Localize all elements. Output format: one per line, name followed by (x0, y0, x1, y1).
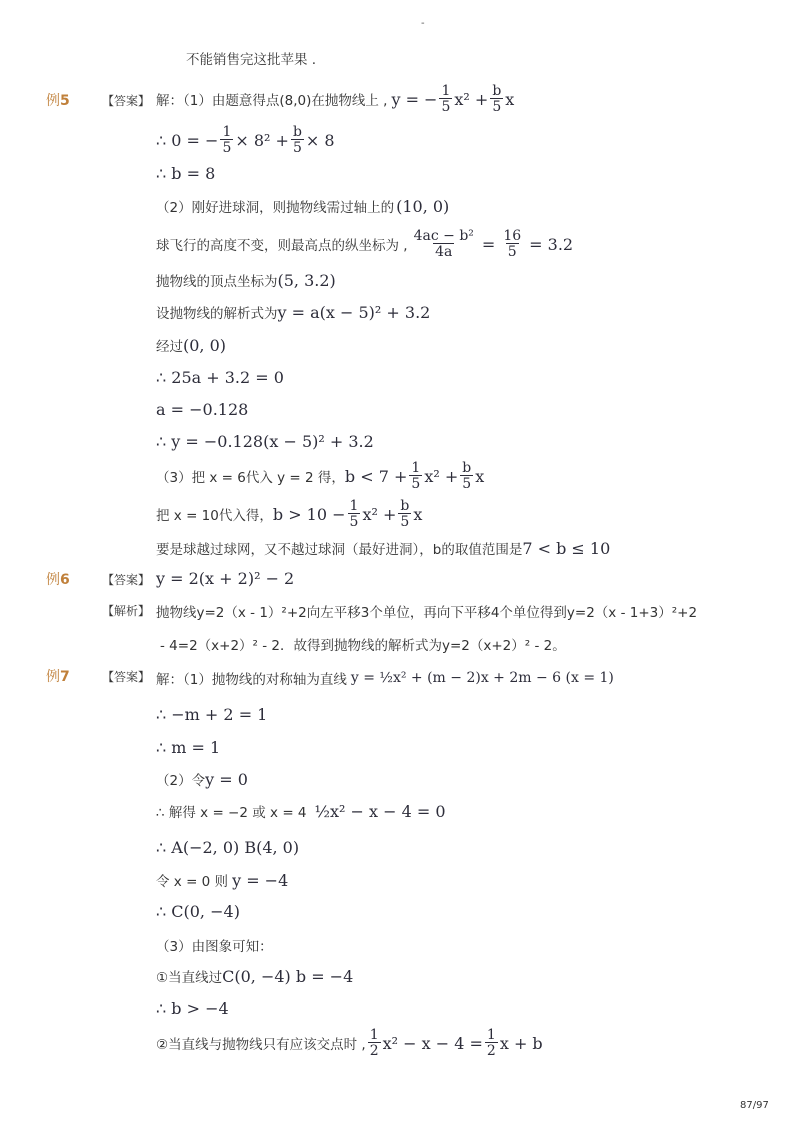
ex7-line-7: 令 x = 0 则 y = −4 (156, 870, 289, 890)
header-dash: - (421, 18, 425, 29)
top-line: 不能销售完这批苹果 . (186, 52, 317, 68)
answer-tag: 【答案】 (102, 670, 151, 684)
example-7-label: 例7 (46, 669, 70, 685)
ex5-line-3: ∴ b = 8 (156, 164, 216, 183)
ex7-line-6: ∴ A(−2, 0) B(4, 0) (156, 838, 300, 857)
ex7-line-11: ∴ b > −4 (156, 999, 229, 1018)
ex7-line-12: ②当直线与抛物线只有应该交点时 , $\frac{1}{2}$ x² − x − 4 = $\frac{1}{2}$ x + b (156, 1027, 543, 1059)
ex6-answer: y = 2(x + 2)² − 2 (156, 569, 295, 588)
ex7-line-8: ∴ C(0, −4) (156, 902, 240, 921)
ex7-line-1: 解：（1）抛物线的对称轴为直线 y = ½x² + (m − 2)x + 2m − 6 (x = 1) (156, 670, 614, 688)
ex7-line-5: ∴ 解得 x = −2 或 x = 4 ½x² − x − 4 = 0 (156, 801, 446, 821)
ex5-line-4: （2）刚好进球洞，则抛物线需过轴上的 (10, 0) (156, 196, 450, 216)
analysis-tag: 【解析】 (102, 604, 151, 618)
ex5-line-5: 球飞行的高度不变，则最高点的纵坐标为 , $\frac{\text{4ac − b²}}{4a}$ = $\frac{16}{5}$ = 3.2 (156, 228, 574, 260)
answer-tag: 【答案】 (102, 94, 151, 108)
ex7-line-3: ∴ m = 1 (156, 738, 221, 757)
ex5-line-8: 经过 (0, 0) (156, 335, 227, 355)
ex7-line-10: ①当直线过 C(0, −4) b = −4 (156, 966, 354, 986)
ex5-line-9: ∴ 25a + 3.2 = 0 (156, 368, 284, 387)
ex7-line-9: （3）由图象可知： (156, 939, 273, 955)
ex7-line-2: ∴ −m + 2 = 1 (156, 705, 268, 724)
answer-tag: 【答案】 (102, 573, 151, 587)
ex5-line-1: 解：（1）由题意得点(8,0)在抛物线上 , y = − $\frac{1}{5}$ x² + $\frac{b}{5}$ x (156, 83, 515, 115)
ex6-analysis-line-1: 抛物线y=2（x - 1）²+2向左平移3个单位，再向下平移4个单位得到y=2（x - 1+3）²+2 (156, 605, 698, 621)
ex5-line-10: a = −0.128 (156, 400, 249, 419)
ex5-line-13: 把 x = 10代入得， b > 10 − $\frac{1}{5}$ x² + $\frac{b}{5}$ x (156, 498, 423, 530)
page-number: 87/97 (740, 1100, 769, 1111)
ex7-line-4: （2）令 y = 0 (156, 769, 248, 789)
ex5-line-11: ∴ y = −0.128(x − 5)² + 3.2 (156, 432, 374, 451)
ex5-line-12: （3）把 x = 6代入 y = 2 得， b < 7 + $\frac{1}{5}$ x² + $\frac{b}{5}$ x (156, 460, 485, 492)
ex5-line-2: ∴ 0 = − $\frac{1}{5}$ × 8² + $\frac{b}{5}$ × 8 (156, 124, 335, 156)
ex6-analysis-line-2: - 4=2（x+2）² - 2．故得到抛物线的解析式为y=2（x+2）² - 2。 (160, 638, 566, 654)
example-6-label: 例6 (46, 572, 70, 588)
example-5-label: 例5 (46, 93, 70, 109)
ex5-line-6: 抛物线的顶点坐标为 (5, 3.2) (156, 270, 336, 290)
ex5-line-7: 设抛物线的解析式为 y = a(x − 5)² + 3.2 (156, 302, 431, 322)
ex5-line-14: 要是球越过球网，又不越过球洞（最好进洞），b的取值范围是 7 < b ≤ 10 (156, 538, 611, 558)
